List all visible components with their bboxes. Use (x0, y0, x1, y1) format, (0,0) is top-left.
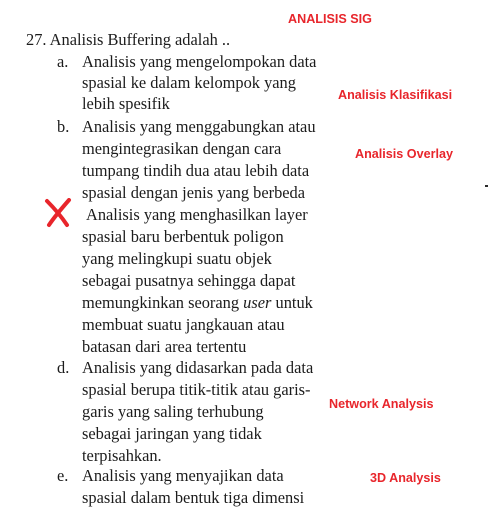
option-e-line-2: spasial dalam bentuk tiga dimensi (82, 488, 305, 507)
stray-dot (485, 185, 488, 187)
option-d-line-3: garis yang saling terhubung (82, 402, 264, 421)
option-b-line-4: spasial dengan jenis yang berbeda (82, 183, 306, 202)
option-c-line-6: membuat suatu jangkauan atau (82, 315, 285, 334)
option-c-line-7: batasan dari area tertentu (82, 337, 247, 356)
option-c-user-word: user (243, 293, 272, 312)
option-d-note: Network Analysis (329, 397, 434, 411)
cross-mark-icon (43, 198, 73, 228)
option-c-line-3: yang melingkupi suatu objek (82, 249, 272, 268)
option-e-note: 3D Analysis (370, 471, 441, 485)
question-title: 27. Analisis Buffering adalah .. (26, 30, 231, 49)
option-c-line-1: Analisis yang menghasilkan layer (86, 205, 308, 224)
option-c-line-5-end: untuk (275, 293, 313, 312)
option-a-letter: a. (57, 52, 69, 71)
option-e-line-1: Analisis yang menyajikan data (82, 466, 284, 485)
option-c-line-5 (82, 292, 313, 313)
option-a-note: Analisis Klasifikasi (338, 88, 453, 102)
header-note: ANALISIS SIG (288, 12, 372, 26)
option-d-letter: d. (57, 358, 70, 377)
option-c-line-5-start: memungkinkan seorang (82, 293, 240, 312)
option-a-line-1: Analisis yang mengelompokan data (82, 52, 317, 71)
option-d-line-5: terpisahkan. (82, 446, 162, 465)
option-b-letter: b. (57, 117, 70, 136)
option-e-letter: e. (57, 466, 69, 485)
option-b-line-3: tumpang tindih dua atau lebih data (82, 161, 310, 180)
option-a-line-2: spasial ke dalam kelompok yang (82, 73, 296, 92)
option-c-line-4: sebagai pusatnya sehingga dapat (82, 271, 296, 290)
option-c-line-2: spasial baru berbentuk poligon (82, 227, 284, 246)
option-d-line-4: sebagai jaringan yang tidak (82, 424, 262, 443)
option-d-line-1: Analisis yang didasarkan pada data (82, 358, 314, 377)
option-b-note: Analisis Overlay (355, 147, 454, 161)
option-b-line-2: mengintegrasikan dengan cara (82, 139, 282, 158)
option-b-line-1: Analisis yang menggabungkan atau (82, 117, 316, 136)
option-d-line-2: spasial berupa titik-titik atau garis- (82, 380, 311, 399)
option-a-line-3: lebih spesifik (82, 94, 170, 113)
